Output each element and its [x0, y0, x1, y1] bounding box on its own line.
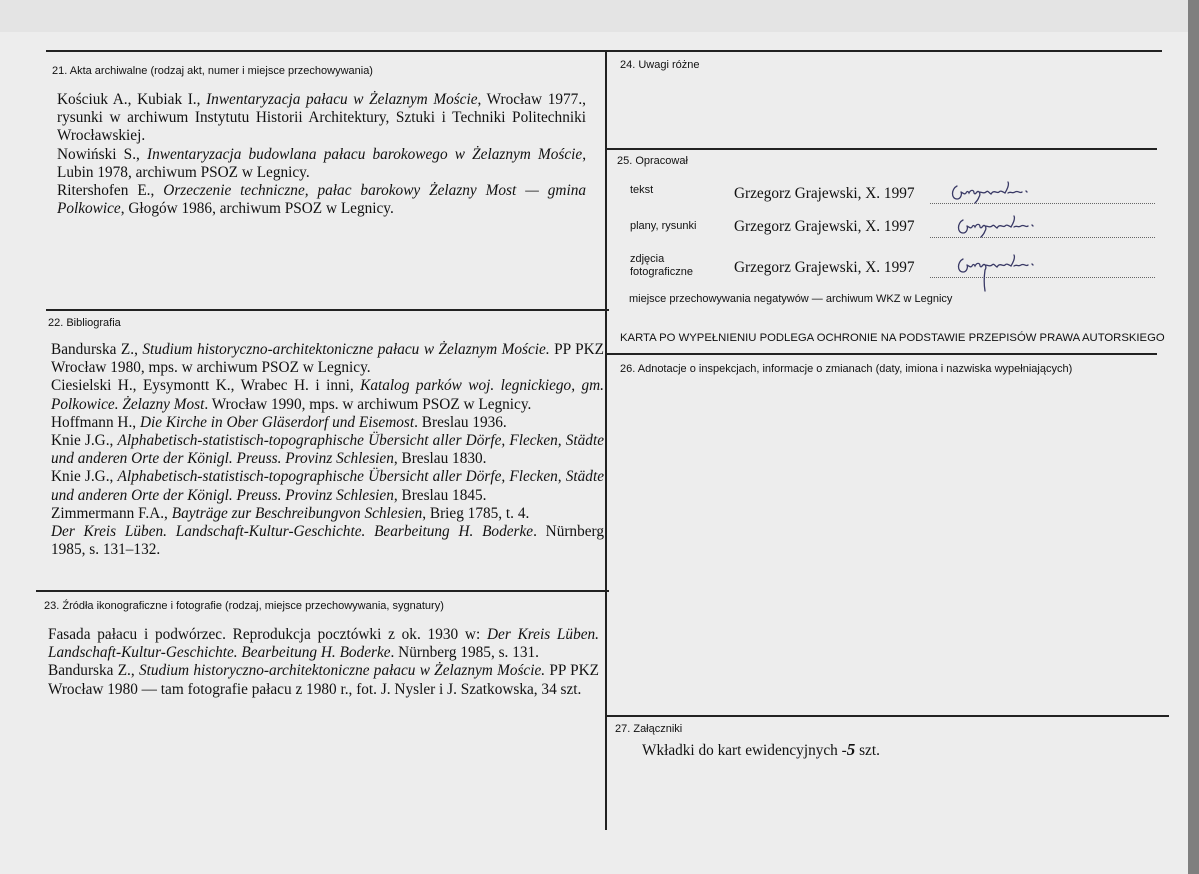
bibliography-entry: Hoffmann H., Die Kirche in Ober Gläserdorf und Eisemost. Breslau 1936.	[51, 413, 507, 431]
section-24-label: 24. Uwagi różne	[620, 59, 700, 71]
source-entry: Fasada pałacu i podwórzec. Reprodukcja pocztówki z ok. 1930 w: Der Kreis Lüben. Landschaft-Kultur-Geschichte. Bearbeitung H. Boderke. Nürnberg 1985, s. 131.	[48, 626, 599, 662]
row-label-text: tekst	[630, 184, 654, 196]
bibliography-entry: Bandurska Z., Studium historyczno-architektoniczne pałacu w Żelaznym Moście. PP PKZ Wrocław 1980, mps. w archiwum PSOZ w Legnicy.	[51, 341, 604, 377]
section-23-sources	[48, 626, 599, 699]
source-entry: Bandurska Z., Studium historyczno-architektoniczne pałacu w Żelaznym Moście. PP PKZ Wrocław 1980 — tam fotografie pałacu z 1980 r., fot. J. Nysler i J. Szatkowska, 34 szt.	[48, 662, 599, 698]
negatives-location: miejsce przechowywania negatywów — archiwum WKZ w Legnicy	[629, 293, 953, 305]
attachments-unit: szt.	[855, 742, 880, 759]
section-26-label: 26. Adnotacje o inspekcjach, informacje o zmianach (daty, imiona i nazwiska wypełniających)	[620, 363, 1073, 375]
attachments-description: Wkładki do kart ewidencyjnych -	[642, 742, 847, 759]
bibliography-entry: Der Kreis Lüben. Landschaft-Kultur-Geschichte. Bearbeitung H. Boderke. Nürnberg 1985, s. 131–132.	[51, 523, 604, 559]
rule-25-26	[607, 353, 1157, 355]
attachments-count: 5	[846, 740, 856, 759]
column-divider	[605, 50, 607, 830]
section-22-bibliography	[51, 341, 604, 559]
rule-24-25	[607, 148, 1157, 150]
rule-top	[46, 50, 1162, 52]
archive-entry: Ritershofen E., Orzeczenie techniczne, pałac barokowy Żelazny Most — gmina Polkowice, Głogów 1986, archiwum PSOZ w Legnicy.	[57, 182, 586, 218]
author-plans: Grzegorz Grajewski, X. 1997	[734, 218, 915, 235]
bibliography-entry: Ciesielski H., Eysymontt K., Wrabec H. i inni, Katalog parków woj. legnickiego, gm. Polkowice. Żelazny Most. Wrocław 1990, mps. w archiwum PSOZ w Legnicy.	[51, 377, 604, 413]
section-23-label: 23. Źródła ikonograficzne i fotografie (rodzaj, miejsce przechowywania, sygnatury)	[44, 600, 444, 612]
rule-22-23	[36, 590, 609, 592]
row-label-plans: plany, rysunki	[630, 220, 697, 232]
author-photos: Grzegorz Grajewski, X. 1997	[734, 259, 915, 276]
signature-grajewski-1	[948, 180, 1038, 204]
row-label-photos: zdjęcia fotograficzne	[630, 253, 693, 278]
section-21-label: 21. Akta archiwalne (rodzaj akt, numer i miejsce przechowywania)	[52, 65, 373, 77]
section-25-label: 25. Opracował	[617, 155, 688, 167]
rule-21-22	[46, 309, 609, 311]
section-22-label: 22. Bibliografia	[48, 317, 121, 329]
attachments-text	[642, 740, 880, 760]
bibliography-entry: Knie J.G., Alphabetisch-statistisch-topographische Übersicht aller Dörfe, Flecken, Städte und anderen Orte der Königl. Preuss. Provinz Schlesien, Breslau 1830.	[51, 432, 604, 468]
card-top-band	[0, 0, 1188, 32]
rule-26-27	[607, 715, 1169, 717]
section-21-archives	[57, 91, 586, 218]
section-27-label: 27. Załączniki	[615, 723, 683, 735]
bibliography-entry: Knie J.G., Alphabetisch-statistisch-topographische Übersicht aller Dörfe, Flecken, Städte und anderen Orte der Königl. Preuss. Provinz Schlesien, Breslau 1845.	[51, 468, 604, 504]
bibliography-entry: Zimmermann F.A., Bayträge zur Beschreibungvon Schlesien, Brieg 1785, t. 4.	[51, 504, 530, 522]
copyright-notice: KARTA PO WYPEŁNIENIU PODLEGA OCHRONIE NA PODSTAWIE PRZEPISÓW PRAWA AUTORSKIEGO	[620, 332, 1165, 344]
signature-grajewski-3	[954, 253, 1044, 293]
signature-grajewski-2	[954, 214, 1044, 238]
scan-edge	[1188, 0, 1199, 874]
archive-entry: Kościuk A., Kubiak I., Inwentaryzacja pałacu w Żelaznym Moście, Wrocław 1977., rysunki w archiwum Instytutu Historii Architektury, Sztuki i Techniki Politechniki Wrocławskiej.	[57, 91, 586, 145]
archive-entry: Nowiński S., Inwentaryzacja budowlana pałacu barokowego w Żelaznym Moście, Lubin 1978, archiwum PSOZ w Legnicy.	[57, 145, 587, 181]
author-text: Grzegorz Grajewski, X. 1997	[734, 185, 915, 202]
